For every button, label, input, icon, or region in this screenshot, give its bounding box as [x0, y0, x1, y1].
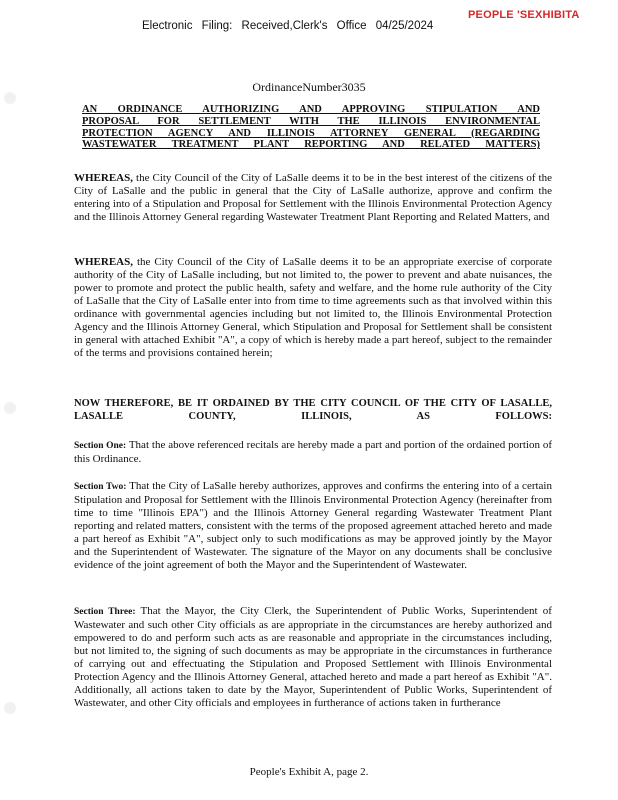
now-therefore-clause: NOW THEREFORE, BE IT ORDAINED BY THE CITY COUNCIL OF THE CITY OF LASALLE, LASALLE COUNTY, ILLINOIS, AS FOLLOWS: — [74, 398, 552, 422]
whereas-paragraph-1 — [74, 172, 552, 224]
paragraph-text: That the above referenced recitals are hereby made a part and portion of the ordained portion of this Ordinance. — [74, 439, 553, 465]
page-footer: People's Exhibit A, page 2. — [249, 766, 369, 778]
whereas-paragraph-2 — [74, 256, 552, 360]
section-two — [74, 480, 552, 572]
title-line: PROTECTION AGENCY AND ILLINOIS ATTORNEY GENERAL (REGARDING — [82, 127, 540, 139]
whereas-lead: WHEREAS, — [74, 256, 133, 268]
punch-hole-mark — [4, 702, 16, 714]
section-lead: Section One: — [74, 441, 127, 451]
paragraph-text: That the Mayor, the City Clerk, the Superintendent of Public Works, Superintendent of Wastewater and such other City officials as are appropriate in the circumstances are hereby authorized and empowered to do and perform such acts as are reasonable and appropriate in the circumstances including, but not limited to, the signing of such documents as may be appropriate in the circumstances in furtherance of carrying out and effectuating the Stipulation and Proposed Settlement with Illinois Environmental Protection Agency and the Illinois Attorney General, attached hereto and made a part hereof as Exhibit "A". Additionally, all actions taken to date by the Mayor, Superintendent of Public Works, Superintendent of Wastewater, and other City officials and employees in furtherance of actions taken in furtherance — [74, 605, 552, 709]
exhibit-tag: PEOPLE 'SEXHIBITA — [468, 9, 580, 21]
title-line: AN ORDINANCE AUTHORIZING AND APPROVING STIPULATION AND — [82, 104, 540, 115]
section-three — [74, 605, 552, 710]
paragraph-text: the City Council of the City of LaSalle deems it to be in the best interest of the citizens of the City of LaSalle and the public in general that the City of LaSalle authorize, approve and confirm the entering into of a Stipulation and Proposal for Settlement with the Illinois Environmental Protection Agency and the Illinois Attorney General regarding Wastewater Treatment Plant Reporting and Related Matters, and — [74, 172, 552, 223]
section-lead: Section Three: — [74, 607, 136, 617]
title-line: WASTEWATER TREATMENT PLANT REPORTING AND RELATED MATTERS) — [82, 139, 540, 151]
paragraph-text: That the City of LaSalle hereby authorizes, approves and confirms the entering into of a certain Stipulation and Proposal for Settlement with the Illinois Environmental Protection Agency (hereinafter from time to time "Illinois EPA") and the Illinois Attorney General regarding Wastewater Treatment Plant reporting and related matters, consistent with the terms of the proposed agreement attached hereto and made a part hereof as Exhibit "A", subject only to such modifications as may be approved jointly by the Mayor and the Superintendent of Wastewater. The signature of the Mayor on any documents shall be conclusive evidence of the joint agreement of both the Mayor and the Superintendent of Wastewater. — [74, 480, 552, 571]
section-lead: Section Two: — [74, 482, 127, 492]
filing-stamp: Electronic Filing: Received,Clerk's Office 04/25/2024 — [142, 20, 434, 32]
ordinance-number: OrdinanceNumber3035 — [252, 80, 366, 94]
ordinance-title — [82, 104, 540, 151]
section-one — [74, 439, 552, 466]
whereas-lead: WHEREAS, — [74, 172, 133, 184]
paragraph-text: the City Council of the City of LaSalle deems it to be an appropriate exercise of corporate authority of the City of LaSalle including, but not limited to, the power to prevent and abate nuisances, the power to promote and protect the public health, safety and welfare, and the home rule authority of the City of LaSalle that the City of LaSalle enter into from time to time agreements such as that involved within this ordinance with governmental agencies including but not limited to, the Illinois Environmental Protection Agency and the Illinois Attorney General, which Stipulation and Proposal for Settlement shall be consistent in general with attached Exhibit "A", a copy of which is hereby made a part hereof, subject to the remainder of the terms and provisions contained herein; — [74, 256, 552, 359]
title-line: PROPOSAL FOR SETTLEMENT WITH THE ILLINOIS ENVIRONMENTAL — [82, 115, 540, 127]
punch-hole-mark — [4, 402, 16, 414]
